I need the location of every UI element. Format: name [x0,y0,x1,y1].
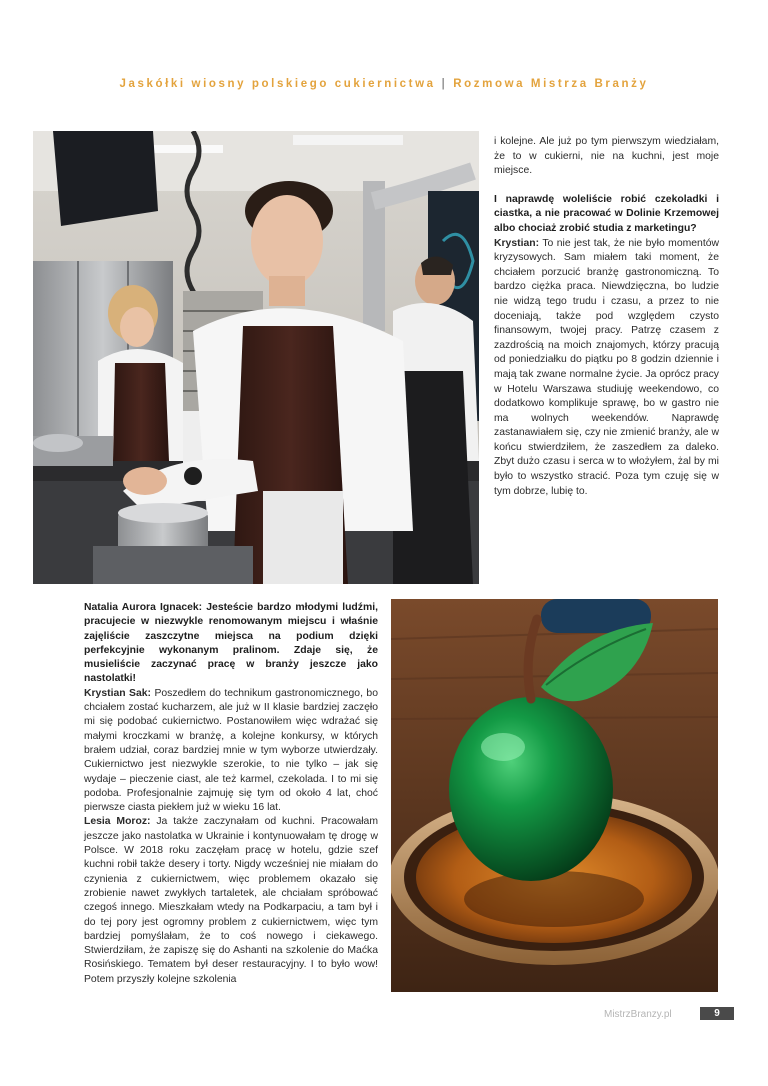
interview-answer-krystian [494,237,719,500]
header-separator: | [441,78,448,90]
page-number: 9 [700,1007,734,1020]
kitchen-photo [33,131,479,584]
answer-text: To nie jest tak, że nie było momentów kryzysowych. Sam miałem taki moment, że chciałem porzucić branżę gastronomiczną. To bardzo ciężka praca. Niewdzięczna, bo ludzie nie widzą tego trudu i czasu, a przez to nie doceniają, także pod względem czysto finansowym, twojej pracy. Patrzę czasem z zazdrością na moich znajomych, którzy pracują od poniedziałku do piątku po 8 godzin dziennie i mają tak zwane normalne życie. Ja oprócz pracy w Hotelu Warszawa studiuję weekendowo, co dodatkowo komplikuje sprawę, bo w gastro nie ma wolnych weekendów. Naprawdę zastanawiałem się, czy nie zmienić branży, ale w końcu stwierdziłem, że zaszedłem za daleko. Zbyt dużo czasu i serca w to włożyłem, żal by mi było to wszystko stracić. Poza tym czuję się w tym dobrze, lubię to. [494,237,719,497]
interview-answer-lesia-moroz [84,815,378,987]
right-text-column [494,135,719,499]
right-column-intro: i kolejne. Ale już po tym pierwszym wiedziałam, że to w cukierni, nie na kuchni, jest moje miejsce. [494,136,719,177]
answer-text: Ja także zaczynałam od kuchni. Pracowałam jeszcze jako nastolatka w Ukrainie i kontynuowałam tę drogę w Polsce. W 2018 roku zaczęłam pracę w hotelu, gdzie szef kuchni robił także desery i torty. Nigdy wcześniej nie miałam do czynienia z cukiernictwem, więc problemem okazało się zrobienie nawet zwykłych tartaletek, ale chciałam spróbować czegoś innego. Mieszkałam wtedy na Podkarpaciu, a tam był i do tej pory jest ogromny problem z cukiernictwem, więc tym bardziej pomyślałam, że to coś nowego i ciekawego. Stwierdziłam, że zapiszę się do Ashanti na szkolenie do Maćka Rosińskiego. Tematem był deser restauracyjny. I to było wow! Potem przyszły kolejne szkolenia [84,816,378,985]
speaker-name: Krystian Sak: [84,687,151,699]
interview-question-2: I naprawdę woleliście robić czekoladki i ciastka, a nie pracować w Dolinie Krzemowej albo chociaż zrobić studia z marketingu? [494,193,719,234]
header-series-title: Jaskółki wiosny polskiego cukiernictwa [119,78,436,90]
interview-question-1: Natalia Aurora Ignacek: Jesteście bardzo młodymi ludźmi, pracujecie w niezwykle renomowanym miejscu i właśnie zajęliście zaszczytne miejsca na podium dzięki perfekcyjnie wykonanym pralinom. Zdaje się, że musieliście zaczynać pracę w branży jeszcze jako nastolatki! [84,602,378,685]
apple-dessert-illustration [391,599,718,992]
apple-dessert-photo [391,599,718,992]
left-text-column [84,601,378,987]
interview-answer-krystian-sak [84,687,378,816]
footer-website: MistrzBranzy.pl [604,1009,672,1020]
answer-text: Poszedłem do technikum gastronomicznego, bo chciałem zostać kucharzem, ale już w II klasie bardziej zaczęło mi się podobać cukiernictwo. Postanowiłem więc wdrażać się małymi kroczkami w branżę, a kolejne konkursy, w których brałem udział, coraz bardziej mnie w tym wyborze utwierdzały. Cukiernictwo jest niezwykle szerokie, to nie tylko – jak się wydaje – pieczenie ciast, ale też karmel, czekolada. I to mi się podoba. Profesjonalnie zajmuję się tym od około 4 lat, choć pierwsze ciasta piekłem już w wieku 16 lat. [84,687,378,814]
kitchen-illustration [33,131,479,584]
page-header [0,78,768,90]
speaker-name: Lesia Moroz: [84,816,151,828]
header-section-title: Rozmowa Mistrza Branży [453,78,649,90]
speaker-name: Krystian: [494,237,540,249]
